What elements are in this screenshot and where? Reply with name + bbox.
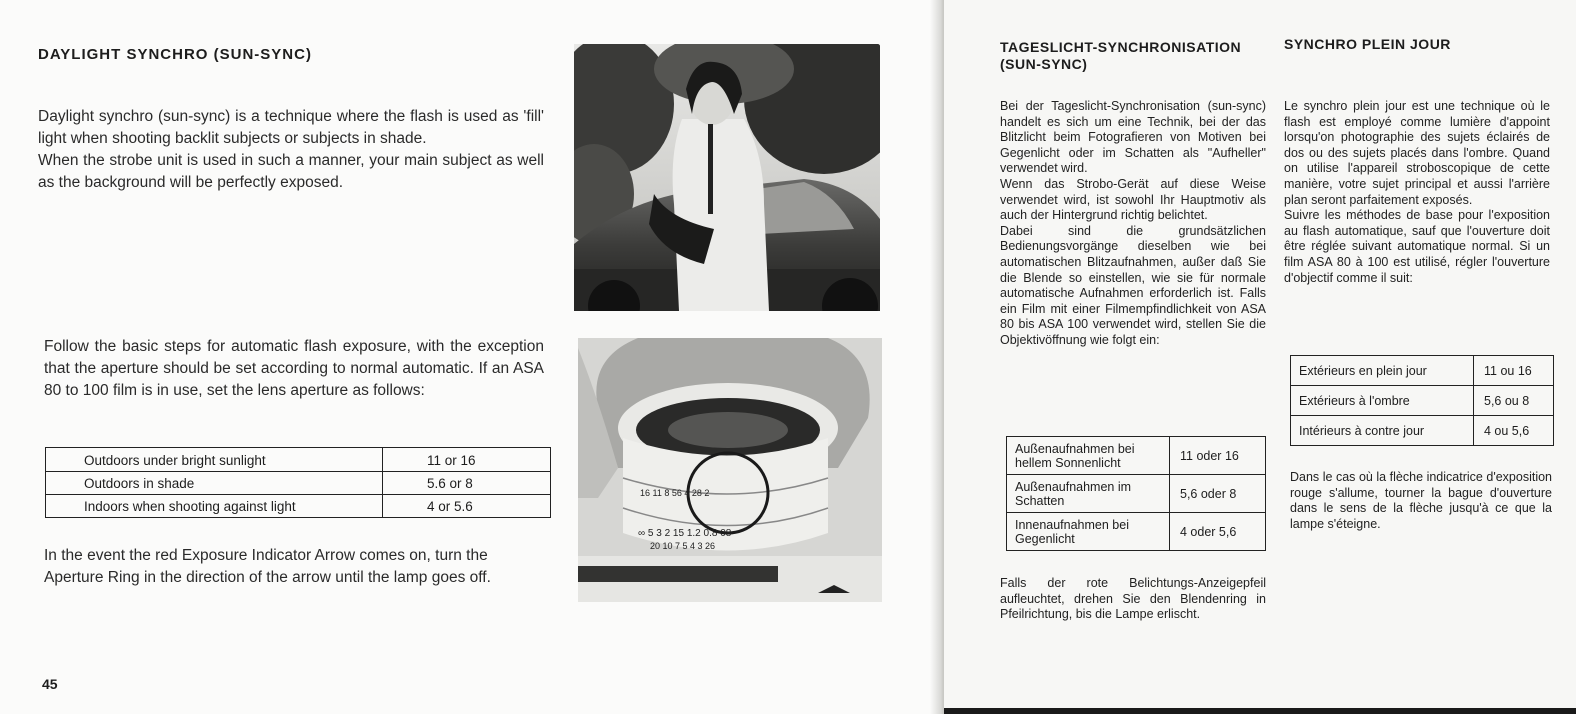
- table-cell-condition: Außenaufnahmen im Schatten: [1007, 475, 1170, 513]
- table-cell-aperture: 11 ou 16: [1474, 356, 1554, 386]
- left-heading: DAYLIGHT SYNCHRO (SUN-SYNC): [38, 46, 312, 63]
- table-cell-condition: Extérieurs à l'ombre: [1291, 386, 1474, 416]
- page-number: 45: [42, 676, 58, 692]
- table-cell-condition: Indoors when shooting against light: [46, 495, 383, 518]
- german-heading: TAGESLICHT-SYNCHRONISATION (SUN-SYNC): [1000, 39, 1242, 72]
- left-para-3: Follow the basic steps for automatic flash exposure, with the exception that the aperture should be set according to normal automatic. If an ASA 80 to 100 film is in use, set the lens aperture as follows:: [44, 338, 544, 399]
- table-cell-aperture: 11 or 16: [383, 448, 551, 472]
- table-cell-aperture: 4 or 5.6: [383, 495, 551, 518]
- table-row: [46, 495, 551, 518]
- page-bottom-edge: [944, 708, 1576, 714]
- german-aperture-table: [1006, 436, 1266, 551]
- left-intro: [38, 106, 544, 194]
- french-body: [1284, 99, 1550, 286]
- table-row: [1291, 356, 1554, 386]
- table-cell-condition: Outdoors in shade: [46, 472, 383, 495]
- table-cell-condition: Extérieurs en plein jour: [1291, 356, 1474, 386]
- left-para-2: When the strobe unit is used in such a manner, your main subject as well as the background will be perfectly exposed.: [38, 152, 544, 191]
- table-cell-condition: Außenaufnahmen bei hellem Sonnenlicht: [1007, 437, 1170, 475]
- right-page: [944, 0, 1576, 714]
- table-cell-condition: Innenaufnahmen bei Gegenlicht: [1007, 513, 1170, 551]
- table-cell-condition: Outdoors under bright sunlight: [46, 448, 383, 472]
- lens-scale-row-1: 16 11 8 56 4 28 2: [640, 488, 710, 498]
- photo-aperture-ring: [578, 338, 882, 602]
- french-para-2: Suivre les méthodes de base pour l'exposition au flash automatique, sauf que l'ouverture doit être réglée suivant automatique normal. Si un film ASA 80 à 100 est utilisé, régler l'ouverture d'objectif comme il suit:: [1284, 208, 1550, 285]
- lens-illustration: [578, 338, 882, 602]
- lens-scale-row-3: 20 10 7 5 4 3 26: [650, 541, 716, 551]
- table-row: [1007, 513, 1266, 551]
- photo-woman-with-camera: [574, 44, 880, 311]
- table-row: [1291, 416, 1554, 446]
- german-para-4: Falls der rote Belichtungs-Anzeigepfeil aufleuchtet, drehen Sie den Blendenring in Pfeilrichtung, bis die Lampe erlischt.: [1000, 576, 1266, 622]
- table-row: [46, 448, 551, 472]
- table-cell-aperture: 4 oder 5,6: [1170, 513, 1266, 551]
- german-body: [1000, 99, 1266, 349]
- photo-woman-illustration: [574, 44, 880, 311]
- french-aperture-table: [1290, 355, 1554, 446]
- french-para-3: Dans le cas où la flèche indicatrice d'exposition rouge s'allume, tourner la bague d'ouverture dans le sens de la flèche jusqu'à ce que la lampe s'éteigne.: [1290, 470, 1552, 531]
- left-aperture-table: [45, 447, 551, 518]
- table-cell-aperture: 5.6 or 8: [383, 472, 551, 495]
- german-para-1: Bei der Tageslicht-Synchronisation (sun-sync) handelt es sich um eine Technik, bei der das Blitzlicht beim Fotografieren von Motiven bei Gegenlicht oder im Schatten als "Aufheller" verwendet wird.: [1000, 99, 1266, 176]
- table-cell-aperture: 5,6 ou 8: [1474, 386, 1554, 416]
- left-para-4: In the event the red Exposure Indicator Arrow comes on, turn the Aperture Ring in the direction of the arrow until the lamp goes off.: [44, 547, 491, 586]
- german-para-3: Dabei sind die grundsätzlichen Bedienungsvorgänge dieselben wie bei automatischen Blitzaufnahmen, außer daß Sie die Blende so einstellen, wie sie für normale automatische Aufnahmen erforderlich ist. Falls ein Film mit einer Filmempfindlichkeit von ASA 80 bis ASA 100 verwendet wird, stellen Sie die Objektivöffnung wie folgt ein:: [1000, 223, 1266, 347]
- table-row: [1007, 475, 1266, 513]
- table-row: [1007, 437, 1266, 475]
- left-para-1: Daylight synchro (sun-sync) is a technique where the flash is used as 'fill' light when shooting backlit subjects or subjects in shade.: [38, 108, 544, 147]
- french-heading: SYNCHRO PLEIN JOUR: [1284, 36, 1451, 52]
- table-cell-aperture: 5,6 oder 8: [1170, 475, 1266, 513]
- table-cell-aperture: 11 oder 16: [1170, 437, 1266, 475]
- table-cell-condition: Intérieurs à contre jour: [1291, 416, 1474, 446]
- table-row: [46, 472, 551, 495]
- french-para-1: Le synchro plein jour est une technique où le flash est employé comme lumière d'appoint lorsqu'on photographie des sujets éclairés de dos ou des sujets placés dans l'ombre. Quand on utilise l'appareil stroboscopique de cette manière, votre sujet principal et aussi l'arrière plan seront parfaitement exposés.: [1284, 99, 1550, 207]
- lens-scale-row-2: ∞ 5 3 2 15 1.2 0.8 08: [638, 528, 732, 539]
- german-para-2: Wenn das Strobo-Gerät auf diese Weise verwendet wird, ist sowohl Ihr Hauptmotiv als auch der Hintergrund richtig belichtet.: [1000, 176, 1266, 223]
- table-row: [1291, 386, 1554, 416]
- table-cell-aperture: 4 ou 5,6: [1474, 416, 1554, 446]
